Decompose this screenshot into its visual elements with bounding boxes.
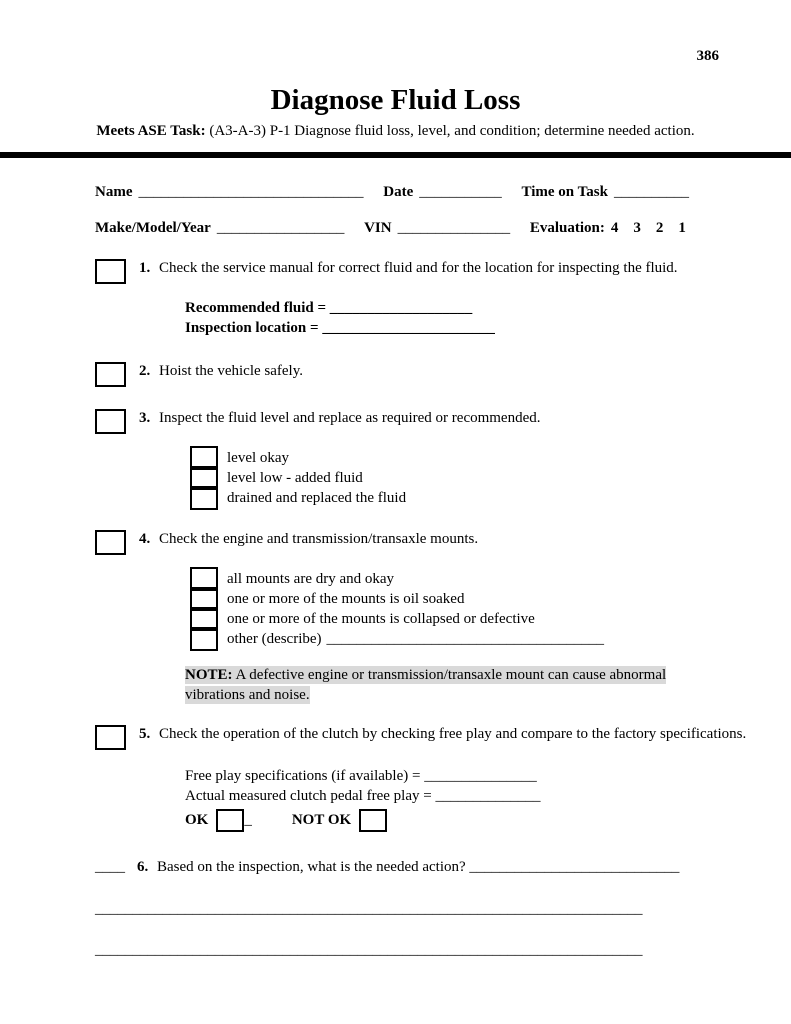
option-label: level okay	[227, 449, 290, 466]
actual-free-play-label: Actual measured clutch pedal free play =	[185, 788, 432, 804]
option-label: level low - added fluid	[227, 469, 363, 486]
task-4-options	[190, 569, 761, 649]
other-describe-blank: _____________________________________	[326, 630, 605, 647]
task-1	[95, 259, 761, 284]
inspection-location-blank: _______________________	[322, 320, 495, 336]
answer-line-1: _________________________________________________________________________	[95, 901, 643, 917]
task-5-text: Check the operation of the clutch by checking free play and compare to the factory specifications.	[159, 726, 747, 742]
vin-label: VIN	[364, 220, 392, 236]
task-6	[95, 858, 761, 877]
task-2-checkbox[interactable]	[95, 362, 126, 387]
info-line-1	[95, 184, 761, 201]
recommended-fluid-blank: ___________________	[329, 300, 473, 316]
task-3-option-row	[190, 468, 761, 488]
answer-line-2: _________________________________________________________________________	[95, 942, 643, 958]
task-3	[95, 409, 761, 434]
note-label: NOTE:	[185, 667, 233, 683]
task-1-checkbox[interactable]	[95, 259, 126, 284]
actual-free-play-field	[185, 786, 761, 806]
task-4-option-row	[190, 609, 761, 629]
option-label: drained and replaced the fluid	[227, 489, 407, 506]
drained-replaced-checkbox[interactable]	[190, 486, 218, 510]
task-3-option-row	[190, 488, 761, 508]
note-text: A defective engine or transmission/transaxle mount can cause abnormal vibrations and noise.	[185, 667, 667, 703]
task-6-answer-blank: ____________________________	[469, 859, 680, 875]
task-4-checkbox[interactable]	[95, 530, 126, 555]
option-label: all mounts are dry and okay	[227, 570, 395, 587]
task-1-fields	[185, 298, 761, 338]
option-label: one or more of the mounts is collapsed or defective	[227, 610, 535, 627]
ase-task-label: Meets ASE Task:	[96, 123, 206, 139]
task-2	[95, 362, 761, 387]
evaluation-values: 4 3 2 1	[610, 220, 686, 236]
make-model-year-label: Make/Model/Year	[95, 220, 211, 236]
task-3-option-row	[190, 448, 761, 468]
time-on-task-label: Time on Task	[521, 184, 608, 200]
divider-rule	[0, 152, 791, 158]
free-play-spec-blank: _______________	[424, 768, 537, 784]
task-4-text: Check the engine and transmission/transaxle mounts.	[159, 531, 479, 547]
option-label: one or more of the mounts is oil soaked	[227, 590, 465, 607]
recommended-fluid-label: Recommended fluid =	[185, 300, 327, 316]
other-describe-checkbox[interactable]	[190, 627, 218, 651]
name-blank: ______________________________	[138, 184, 364, 200]
page-title: Diagnose Fluid Loss	[270, 84, 521, 116]
form-content	[0, 184, 791, 959]
not-ok-checkbox[interactable]	[359, 809, 387, 832]
task-5-fields	[185, 766, 761, 832]
ok-checkbox[interactable]	[216, 809, 244, 832]
ok-notok-line	[185, 808, 761, 832]
evaluation-label: Evaluation:	[529, 220, 605, 236]
task-4	[95, 530, 761, 555]
actual-free-play-blank: ______________	[435, 788, 541, 804]
inspection-location-field	[185, 318, 761, 338]
task-2-number: 2.	[139, 363, 151, 379]
ase-task-text: (A3-A-3) P-1 Diagnose fluid loss, level, and condition; determine needed action.	[209, 123, 695, 139]
free-play-spec-label: Free play specifications (if available) =	[185, 768, 421, 784]
task-4-note	[185, 665, 700, 705]
recommended-fluid-field	[185, 298, 761, 318]
task-3-options	[190, 448, 761, 508]
task-3-text: Inspect the fluid level and replace as required or recommended.	[159, 410, 541, 426]
ok-label: OK	[185, 812, 209, 828]
task-2-text: Hoist the vehicle safely.	[159, 363, 303, 379]
ok-blank: _	[244, 812, 252, 828]
task-1-text: Check the service manual for correct fluid and for the location for inspecting the fluid.	[159, 260, 678, 276]
task-5-number: 5.	[139, 726, 151, 742]
task-4-option-row-other	[190, 629, 761, 649]
task-6-question: Based on the inspection, what is the needed action?	[157, 859, 466, 875]
task-6-blank-prefix: ____	[95, 859, 125, 875]
not-ok-label: NOT OK	[291, 812, 352, 828]
ase-task-line	[86, 122, 706, 141]
task-4-option-row	[190, 589, 761, 609]
task-6-number: 6.	[137, 859, 149, 875]
info-line-2	[95, 220, 761, 237]
task-5	[95, 725, 761, 750]
free-play-spec-field	[185, 766, 761, 786]
inspection-location-label: Inspection location =	[185, 320, 319, 336]
task-5-checkbox[interactable]	[95, 725, 126, 750]
task-4-number: 4.	[139, 531, 151, 547]
vin-blank: _______________	[397, 220, 511, 236]
page-number: 386	[696, 48, 719, 64]
task-6-text	[157, 858, 761, 877]
make-model-year-blank: _________________	[216, 220, 345, 236]
time-on-task-blank: __________	[613, 184, 689, 200]
task-1-number: 1.	[139, 260, 151, 276]
task-4-option-row	[190, 569, 761, 589]
date-blank: ___________	[419, 184, 502, 200]
name-label: Name	[95, 184, 133, 200]
task-3-checkbox[interactable]	[95, 409, 126, 434]
date-label: Date	[383, 184, 414, 200]
other-describe-label: other (describe)	[227, 630, 322, 647]
note-highlight	[185, 666, 666, 704]
task-3-number: 3.	[139, 410, 151, 426]
